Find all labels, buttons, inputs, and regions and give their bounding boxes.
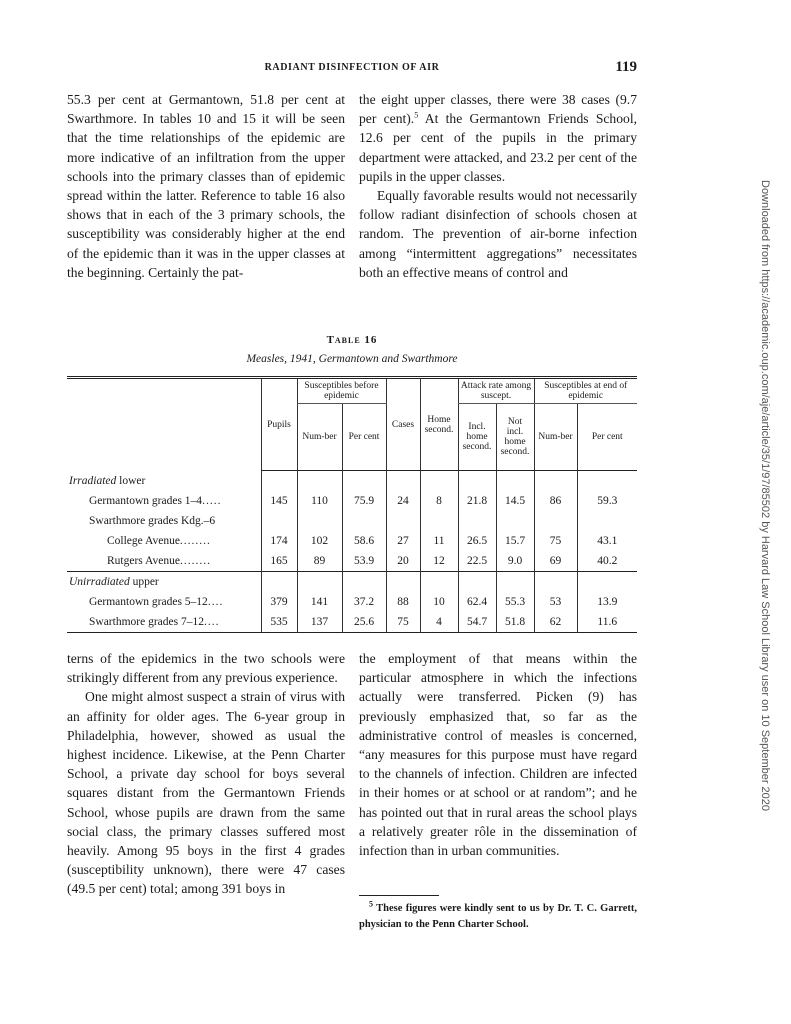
col-header-cases: Cases [386,378,420,471]
table-cell: 110 [297,491,342,511]
row-label: Swarthmore grades 7–12.... [89,616,220,628]
table-cell: 75.9 [342,491,386,511]
col-header-susc-before: Susceptibles before epidemic [297,378,386,404]
group-label: Irradiated lower [69,474,146,487]
table-cell: 11.6 [577,612,637,633]
col-header-not-incl: Not incl. home second. [496,404,534,471]
table-cell [496,511,534,531]
table-cell [261,572,297,593]
table-cell: 62.4 [458,592,496,612]
page-number: 119 [615,59,637,75]
table-cell: 174 [261,531,297,551]
table-body [67,471,637,633]
table-cell [342,572,386,593]
paragraph: terns of the epidemics in the two schools were strikingly different from any previous experience. [67,651,345,686]
table-cell: 141 [297,592,342,612]
table-row [67,612,637,633]
table-cell [342,471,386,492]
row-label: Germantown grades 5–12.... [89,596,224,608]
table-row [67,551,637,572]
table-cell: 86 [534,491,577,511]
table-cell: 137 [297,612,342,633]
col-header-incl: Incl. home second. [458,404,496,471]
table-cell [261,511,297,531]
paragraph: Equally favorable results would not necessarily follow radiant disinfection of schools chosen at random. The prevention of air-borne infection among “intermittent aggregations” necessitates both an effective means of control and [359,188,637,280]
table-cell [386,471,420,492]
table-cell [496,572,534,593]
col-header-number: Num-ber [297,404,342,471]
table-row [67,491,637,511]
table-cell: 10 [420,592,458,612]
table-cell: 15.7 [496,531,534,551]
table-cell: 89 [297,551,342,572]
col-header-per-cent: Per cent [577,404,637,471]
table-cell [297,572,342,593]
col-header-home-second: Home second. [420,378,458,471]
table-cell: 59.3 [577,491,637,511]
table-cell [420,572,458,593]
table-cell: 13.9 [577,592,637,612]
right-column-top [359,90,637,282]
paragraph: the employment of that means within the particular atmosphere in which the infections actually were transferred. Picken (9) has previously emphasized that, so far as the administrative control of measles is concerned, “any measures for this purpose must have regard to the channels of infection. Children are infected in their homes or at school or at random”; and he has pointed out that in rural areas the school plays a relatively greater rôle in the dissemination of infection than in urban communities. [359,651,637,859]
table-cell: 58.6 [342,531,386,551]
table-group-row [67,572,637,593]
table-cell: 24 [386,491,420,511]
col-header-number: Num-ber [534,404,577,471]
table-cell [534,572,577,593]
table-cell: 21.8 [458,491,496,511]
table-row [67,531,637,551]
paragraph: 55.3 per cent at Germantown, 51.8 per cent at Swarthmore. In tables 10 and 15 it will be seen that the time relationships of the epidemic are more indicative of an infiltration from the upper schools into the primary classes than of epidemic spread within the latter. Reference to table 16 also shows that in each of the 3 primary schools, the susceptibility was considerably higher at the end of the epidemic than it was in the upper classes at the beginning. Certainly the pat- [67,92,345,280]
table-cell: 12 [420,551,458,572]
table-group-row [67,471,637,492]
table-cell: 51.8 [496,612,534,633]
table-cell: 62 [534,612,577,633]
table-cell: 37.2 [342,592,386,612]
table-cell [577,572,637,593]
table-cell: 75 [534,531,577,551]
table-cell: 40.2 [577,551,637,572]
table-cell [577,471,637,492]
right-column-bottom [359,649,637,860]
col-header-susc-end: Susceptibles at end of epidemic [534,378,637,404]
col-header-attack-rate: Attack rate among suscept. [458,378,534,404]
footnote-text: These figures were kindly sent to us by Dr. T. C. Garrett, physician to the Penn Charter School. [359,903,637,930]
table-cell: 20 [386,551,420,572]
table-cell: 88 [386,592,420,612]
col-header-pupils: Pupils [261,378,297,471]
table-cell [386,511,420,531]
table-cell: 145 [261,491,297,511]
table-cell: 8 [420,491,458,511]
table-cell [577,511,637,531]
table-cell [534,471,577,492]
table-cell [297,511,342,531]
measles-table [67,376,637,633]
table-cell: 535 [261,612,297,633]
table-cell [458,511,496,531]
table-cell: 11 [420,531,458,551]
left-column-bottom [67,649,345,899]
table-cell [342,511,386,531]
table-cell: 14.5 [496,491,534,511]
table-cell: 165 [261,551,297,572]
table-cell [534,511,577,531]
table-cell [297,471,342,492]
table-label: Table 16 [326,334,378,346]
row-label-header [67,378,261,471]
row-label: Swarthmore grades Kdg.–6 [89,515,216,527]
table-cell [496,471,534,492]
table-cell: 55.3 [496,592,534,612]
table-cell: 54.7 [458,612,496,633]
table-cell: 75 [386,612,420,633]
table-cell: 102 [297,531,342,551]
footnote-rule [359,895,439,896]
table-cell [420,471,458,492]
table-cell: 26.5 [458,531,496,551]
col-header-per-cent: Per cent [342,404,386,471]
table-cell: 25.6 [342,612,386,633]
table-cell [420,511,458,531]
group-label: Unirradiated upper [67,572,261,593]
table-cell: 4 [420,612,458,633]
table-title: Measles, 1941, Germantown and Swarthmore [246,353,458,365]
table-cell: 69 [534,551,577,572]
table-cell [386,572,420,593]
table-row [67,592,637,612]
table-cell: 43.1 [577,531,637,551]
table-cell [261,471,297,492]
row-label: Rutgers Avenue........ [107,555,211,567]
running-head [67,59,637,80]
table-cell: 379 [261,592,297,612]
table-cell: 53 [534,592,577,612]
table-cell [458,572,496,593]
table-cell [458,471,496,492]
download-watermark-text: Downloaded from https://academic.oup.com/aje/article/35/1/97/85502 by Harvard Law School Library user on 10 September 2020 [759,180,771,812]
table-cell: 53.9 [342,551,386,572]
table-cell: 27 [386,531,420,551]
table-cell: 9.0 [496,551,534,572]
paragraph: the eight upper classes, there were 38 cases (9.7 per cent).$^5$ At the Germantown Friends School, 12.6 per cent of the pupils in the primary department were attacked, and 23.2 per cent of the pupils in the upper classes. [359,92,637,184]
row-label: Germantown grades 1–4..... [89,495,222,507]
footnote-mark: 5 [369,899,373,909]
footnote [359,901,637,933]
left-column-top [67,90,345,282]
paragraph: One might almost suspect a strain of virus with an affinity for older ages. The 6-year group in Philadelphia, however, showed as usual the highest incidence. Likewise, at the Penn Charter School, a private day school for boys several squares distant from the Germantown Friends School, whose pupils are drawn from the same social class, the primary classes suffered most heavily. Among 95 boys in the first 4 grades (susceptibility unknown), there were 47 cases (49.5 per cent) total; among 391 boys in [67,689,345,897]
footnote-ref: 5 [414,110,419,120]
table-cell: 22.5 [458,551,496,572]
running-title: RADIANT DISINFECTION OF AIR [264,62,440,73]
row-label: College Avenue........ [107,535,211,547]
table-row [67,511,637,531]
